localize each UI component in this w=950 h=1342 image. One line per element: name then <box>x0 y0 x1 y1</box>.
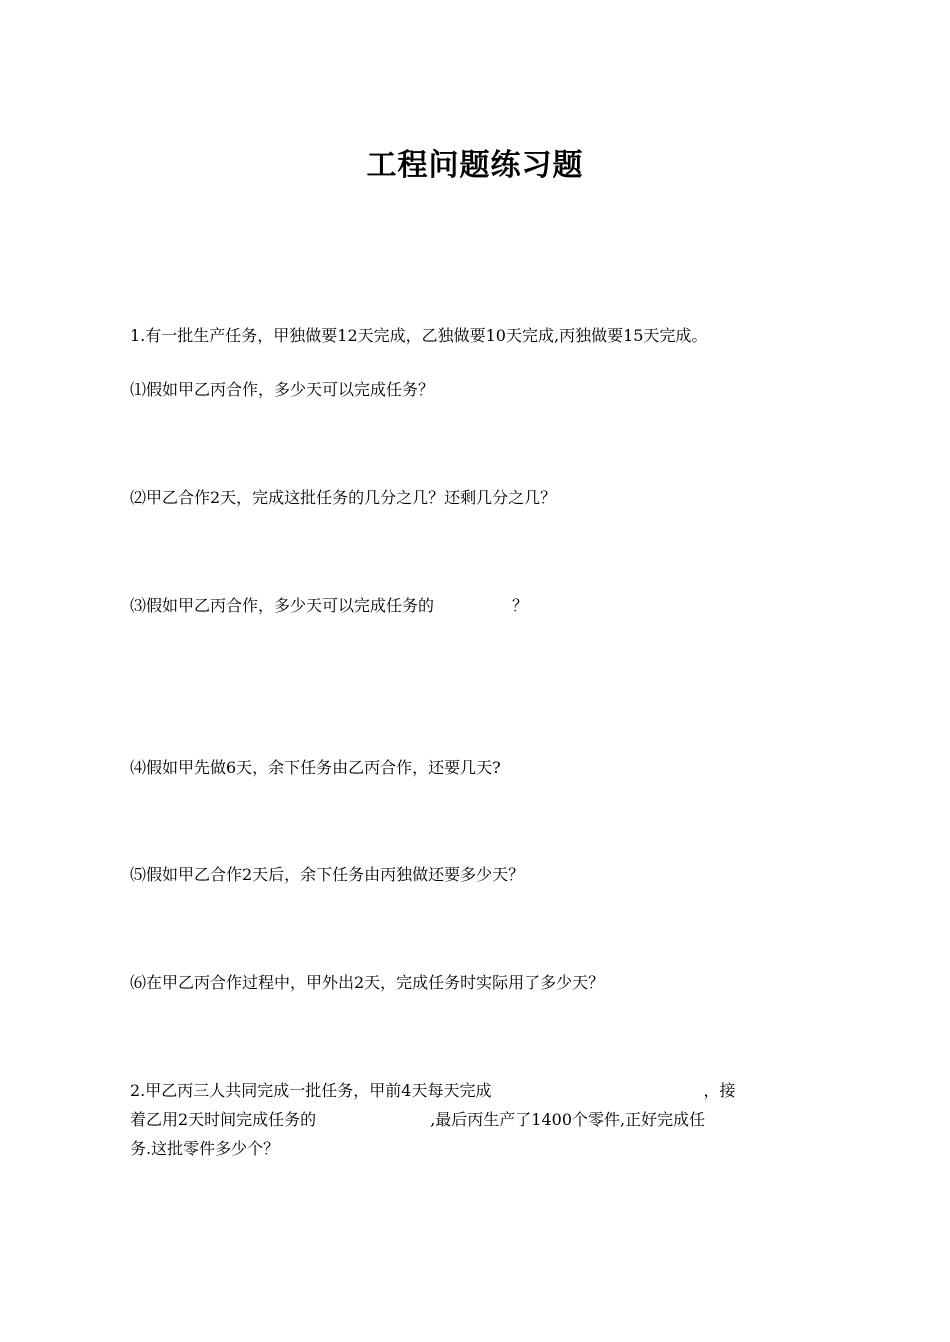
problem-2-text-b: ，接 <box>703 1081 736 1100</box>
question-3-text: ⑶假如甲乙丙合作，多少天可以完成任务的 <box>130 596 435 615</box>
problem-2-text-c: 着乙用2天时间完成任务的 <box>130 1110 317 1129</box>
problem-1-question-5: ⑸假如甲乙合作2天后，余下任务由丙独做还要多少天？ <box>130 865 525 884</box>
problem-2-line-2 <box>130 1105 830 1134</box>
problem-1-question-3 <box>130 596 528 616</box>
problem-1-question-2: ⑵甲乙合作2天，完成这批任务的几分之几？还剩几分之几？ <box>130 488 557 507</box>
problem-2-text-a: 2.甲乙丙三人共同完成一批任务，甲前4天每天完成 <box>130 1081 492 1100</box>
page-title: 工程问题练习题 <box>366 148 584 183</box>
problem-1-question-4: ⑷假如甲先做6天，余下任务由乙丙合作，还要几天? <box>130 758 501 777</box>
problem-2-line-3: 务.这批零件多少个？ <box>130 1139 280 1158</box>
problem-1-question-6: ⑹在甲乙丙合作过程中，甲外出2天，完成任务时实际用了多少天？ <box>130 973 605 992</box>
problem-2-line-1 <box>130 1076 830 1105</box>
problem-1-stem: 1.有一批生产任务，甲独做要12天完成，乙独做要10天完成,丙独做要15天完成。 <box>130 326 708 345</box>
problem-2-text-d: ,最后丙生产了1400个零件,正好完成任 <box>430 1110 706 1129</box>
question-3-mark: ？ <box>512 596 529 615</box>
problem-2 <box>130 1076 830 1163</box>
problem-1-question-1: ⑴假如甲乙丙合作，多少天可以完成任务？ <box>130 380 435 399</box>
